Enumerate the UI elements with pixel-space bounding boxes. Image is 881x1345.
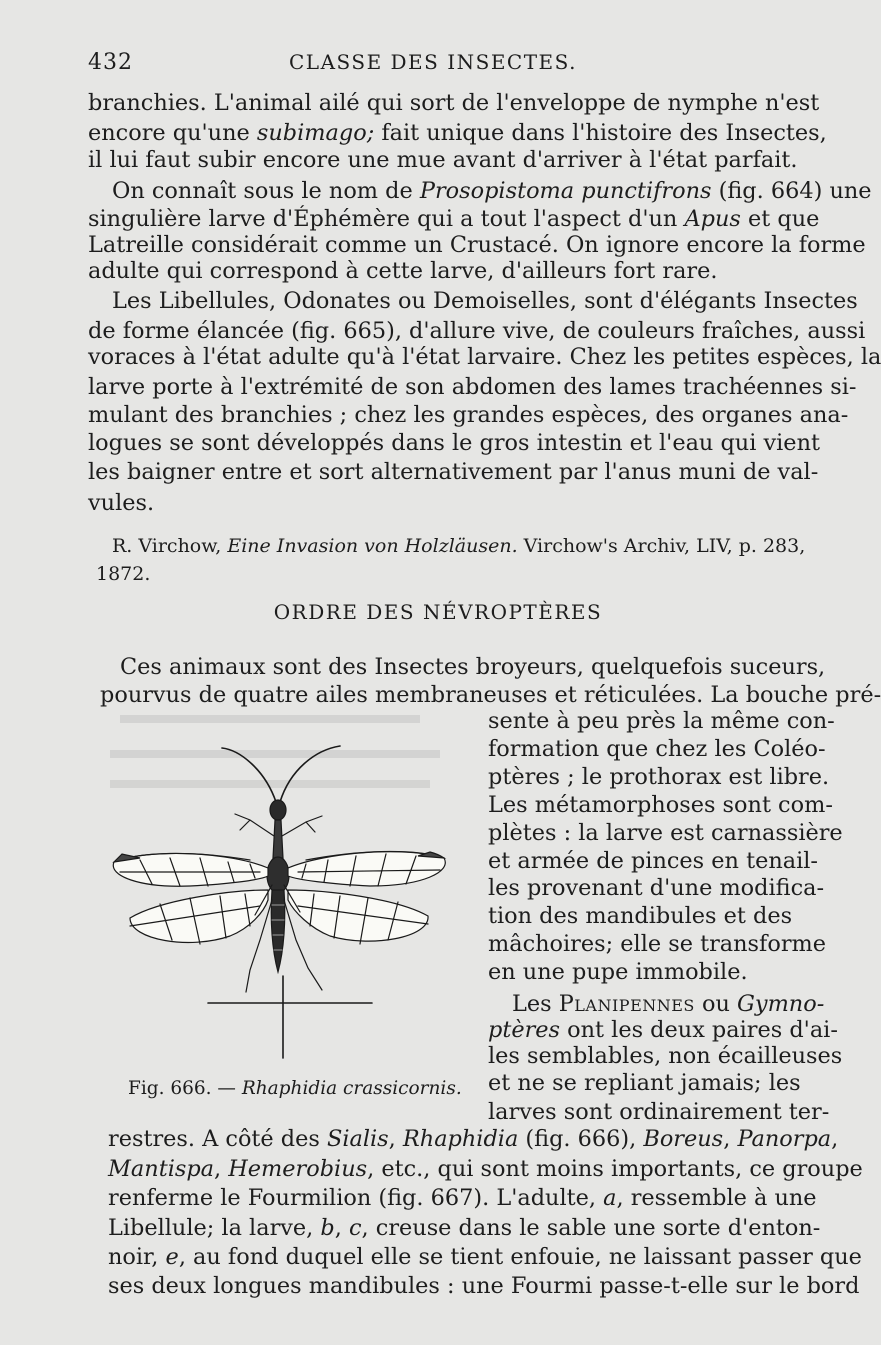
page-header <box>88 44 778 80</box>
text-line: pourvus de quatre ailes membraneuses et réticulées. La bouche pré- <box>100 682 881 708</box>
text-line: Mantispa, Hemerobius, etc., qui sont moins importants, ce groupe <box>108 1156 863 1182</box>
text-line: vules. <box>88 490 155 516</box>
text-line: mâchoires; elle se transforme <box>488 931 827 957</box>
text-line: noir, e, au fond duquel elle se tient enfouie, ne laissant passer que <box>108 1244 862 1270</box>
text-line: restres. A côté des Sialis, Rhaphidia (fig. 666), Boreus, Panorpa, <box>108 1126 839 1152</box>
running-title: CLASSE DES INSECTES. <box>288 50 578 74</box>
text-line: Les Planipennes ou Gymno- <box>512 991 825 1017</box>
text-line: encore qu'une subimago; fait unique dans l'histoire des Insectes, <box>88 120 827 146</box>
reference-line: R. Virchow, Eine Invasion von Holzläusen. Virchow's Archiv, LIV, p. 283, <box>112 535 806 557</box>
text-line: tion des mandibules et des <box>488 903 793 929</box>
text-line: ptères ont les deux paires d'ai- <box>488 1017 838 1043</box>
text-line: Latreille considérait comme un Crustacé. On ignore encore la forme <box>88 232 866 258</box>
text-line: les provenant d'une modifica- <box>488 875 825 901</box>
text-line: voraces à l'état adulte qu'à l'état larvaire. Chez les petites espèces, la <box>88 344 881 370</box>
text-line: formation que chez les Coléo- <box>488 736 826 762</box>
text-line: ptères ; le prothorax est libre. <box>488 764 830 790</box>
text-line: et armée de pinces en tenail- <box>488 848 818 874</box>
figure-caption: Fig. 666. — Rhaphidia crassicornis. <box>128 1078 462 1099</box>
text-line: branchies. L'animal ailé qui sort de l'enveloppe de nymphe n'est <box>88 90 820 116</box>
text-line: Libellule; la larve, b, c, creuse dans le sable une sorte d'enton- <box>108 1215 821 1241</box>
section-title: ORDRE DES NÉVROPTÈRES <box>273 600 603 624</box>
text-line: Les Libellules, Odonates ou Demoiselles, sont d'élégants Insectes <box>112 288 858 314</box>
text-line: les semblables, non écailleuses <box>488 1043 843 1069</box>
text-line: de forme élancée (fig. 665), d'allure vive, de couleurs fraîches, aussi <box>88 318 866 344</box>
text-line: les baigner entre et sort alternativement par l'anus muni de val- <box>88 459 819 485</box>
text-line: Ces animaux sont des Insectes broyeurs, quelquefois suceurs, <box>120 654 826 680</box>
text-line: On connaît sous le nom de Prosopistoma punctifrons (fig. 664) une <box>112 178 872 204</box>
text-line: il lui faut subir encore une mue avant d'arriver à l'état parfait. <box>88 147 798 173</box>
text-line: Les métamorphoses sont com- <box>488 792 833 818</box>
text-line: adulte qui correspond à cette larve, d'ailleurs fort rare. <box>88 258 718 284</box>
page-number: 432 <box>88 50 133 75</box>
text-line: sente à peu près la même con- <box>488 708 835 734</box>
insect-illustration <box>100 740 470 1070</box>
text-line: larve porte à l'extrémité de son abdomen des lames trachéennes si- <box>88 374 857 400</box>
text-line: plètes : la larve est carnassière <box>488 820 843 846</box>
text-line: larves sont ordinairement ter- <box>488 1099 830 1125</box>
text-line: ses deux longues mandibules : une Fourmi passe-t-elle sur le bord <box>108 1273 860 1299</box>
reference-line: 1872. <box>96 563 151 585</box>
text-line: et ne se repliant jamais; les <box>488 1070 801 1096</box>
text-line: renferme le Fourmilion (fig. 667). L'adulte, a, ressemble à une <box>108 1185 817 1211</box>
text-line: en une pupe immobile. <box>488 959 748 985</box>
text-line: logues se sont développés dans le gros intestin et l'eau qui vient <box>88 430 820 456</box>
text-line: singulière larve d'Éphémère qui a tout l'aspect d'un Apus et que <box>88 206 820 232</box>
text-line: mulant des branchies ; chez les grandes espèces, des organes ana- <box>88 402 849 428</box>
